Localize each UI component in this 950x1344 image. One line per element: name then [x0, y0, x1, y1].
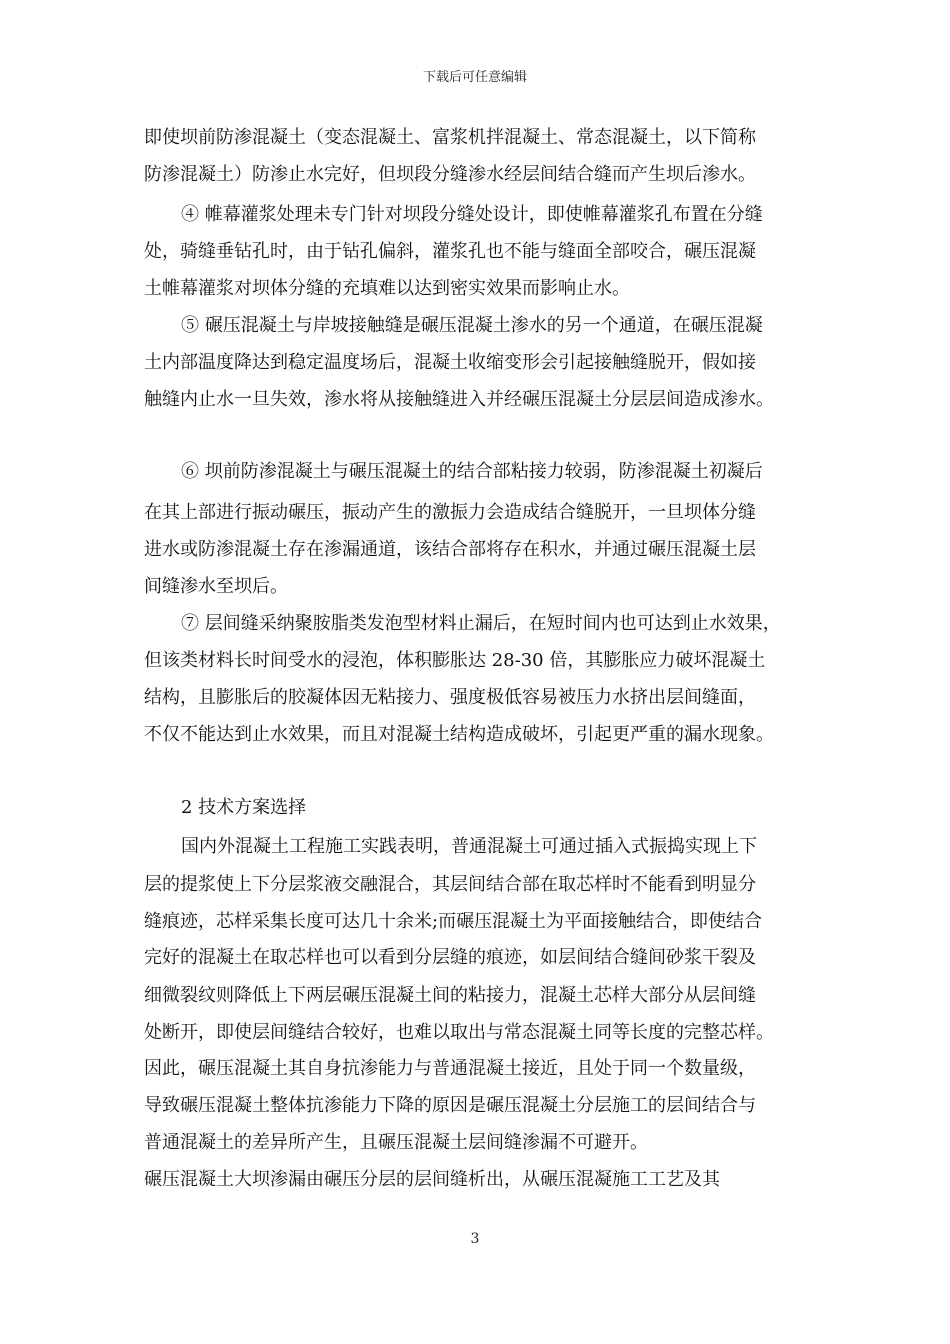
text-line: ⑦ 层间缝采纳聚胺脂类发泡型材料止漏后，在短时间内也可达到止水效果， — [181, 613, 781, 634]
text-line: 但该类材料长时间受水的浸泡，体积膨胀达 28-30 倍，其膨胀应力破坏混凝土 — [144, 650, 766, 671]
text-line: 结构，且膨胀后的胶凝体因无粘接力、强度极低容易被压力水挤出层间缝面， — [144, 687, 756, 708]
text-line: 完好的混凝土在取芯样也可以看到分层缝的痕迹，如层间结合缝间砂浆干裂及 — [144, 947, 756, 968]
text-line: 进水或防渗混凝土存在渗漏通道，该结合部将存在积水，并通过碾压混凝土层 — [144, 539, 756, 560]
text-line: 处断开，即使层间缝结合较好，也难以取出与常态混凝土同等长度的完整芯样。 — [144, 1022, 774, 1043]
text-line: 碾压混凝土大坝渗漏由碾压分层的层间缝析出，从碾压混凝施工工艺及其 — [144, 1169, 720, 1190]
page-number: 3 — [470, 1231, 480, 1247]
text-line: 因此，碾压混凝土其自身抗渗能力与普通混凝土接近，且处于同一个数量级， — [144, 1058, 756, 1079]
text-line: 在其上部进行振动碾压，振动产生的激振力会造成结合缝脱开，一旦坝体分缝 — [144, 502, 756, 523]
section-heading: 2 技术方案选择 — [181, 797, 307, 818]
text-line: 普通混凝土的差异所产生，且碾压混凝土层间缝渗漏不可避开。 — [144, 1132, 648, 1153]
text-line: 缝痕迹，芯样采集长度可达几十余米;而碾压混凝土为平面接触结合，即使结合 — [144, 911, 763, 932]
text-line: 处，骑缝垂钻孔时，由于钻孔偏斜，灌浆孔也不能与缝面全部咬合，碾压混凝 — [144, 241, 756, 262]
text-line: 细微裂纹则降低上下两层碾压混凝土间的粘接力，混凝土芯样大部分从层间缝 — [144, 985, 756, 1006]
text-line: 防渗混凝土）防渗止水完好，但坝段分缝渗水经层间结合缝而产生坝后渗水。 — [144, 164, 756, 185]
text-line: 不仅不能达到止水效果，而且对混凝土结构造成破坏，引起更严重的漏水现象。 — [144, 724, 774, 745]
text-line: ⑥ 坝前防渗混凝土与碾压混凝土的结合部粘接力较弱，防渗混凝土初凝后 — [181, 461, 763, 482]
text-line: ④ 帷幕灌浆处理未专门针对坝段分缝处设计，即使帷幕灌浆孔布置在分缝 — [181, 204, 763, 225]
text-line: 触缝内止水一旦失效，渗水将从接触缝进入并经碾压混凝土分层层间造成渗水。 — [144, 389, 774, 410]
page-header: 下载后可任意编辑 — [422, 70, 527, 85]
text-line: 土内部温度降达到稳定温度场后，混凝土收缩变形会引起接触缝脱开，假如接 — [144, 352, 756, 373]
text-line: 国内外混凝土工程施工实践表明，普通混凝土可通过插入式振捣实现上下 — [181, 836, 757, 857]
text-line: 土帷幕灌浆对坝体分缝的充填难以达到密实效果而影响止水。 — [144, 278, 630, 299]
text-line: 层的提浆使上下分层浆液交融混合，其层间结合部在取芯样时不能看到明显分 — [144, 874, 756, 895]
text-line: ⑤ 碾压混凝土与岸坡接触缝是碾压混凝土渗水的另一个通道，在碾压混凝 — [181, 315, 763, 336]
text-line: 导致碾压混凝土整体抗渗能力下降的原因是碾压混凝土分层施工的层间结合与 — [144, 1095, 756, 1116]
text-line: 间缝渗水至坝后。 — [144, 576, 288, 597]
text-line: 即使坝前防渗混凝土（变态混凝土、富浆机拌混凝土、常态混凝土，以下简称 — [144, 127, 756, 148]
